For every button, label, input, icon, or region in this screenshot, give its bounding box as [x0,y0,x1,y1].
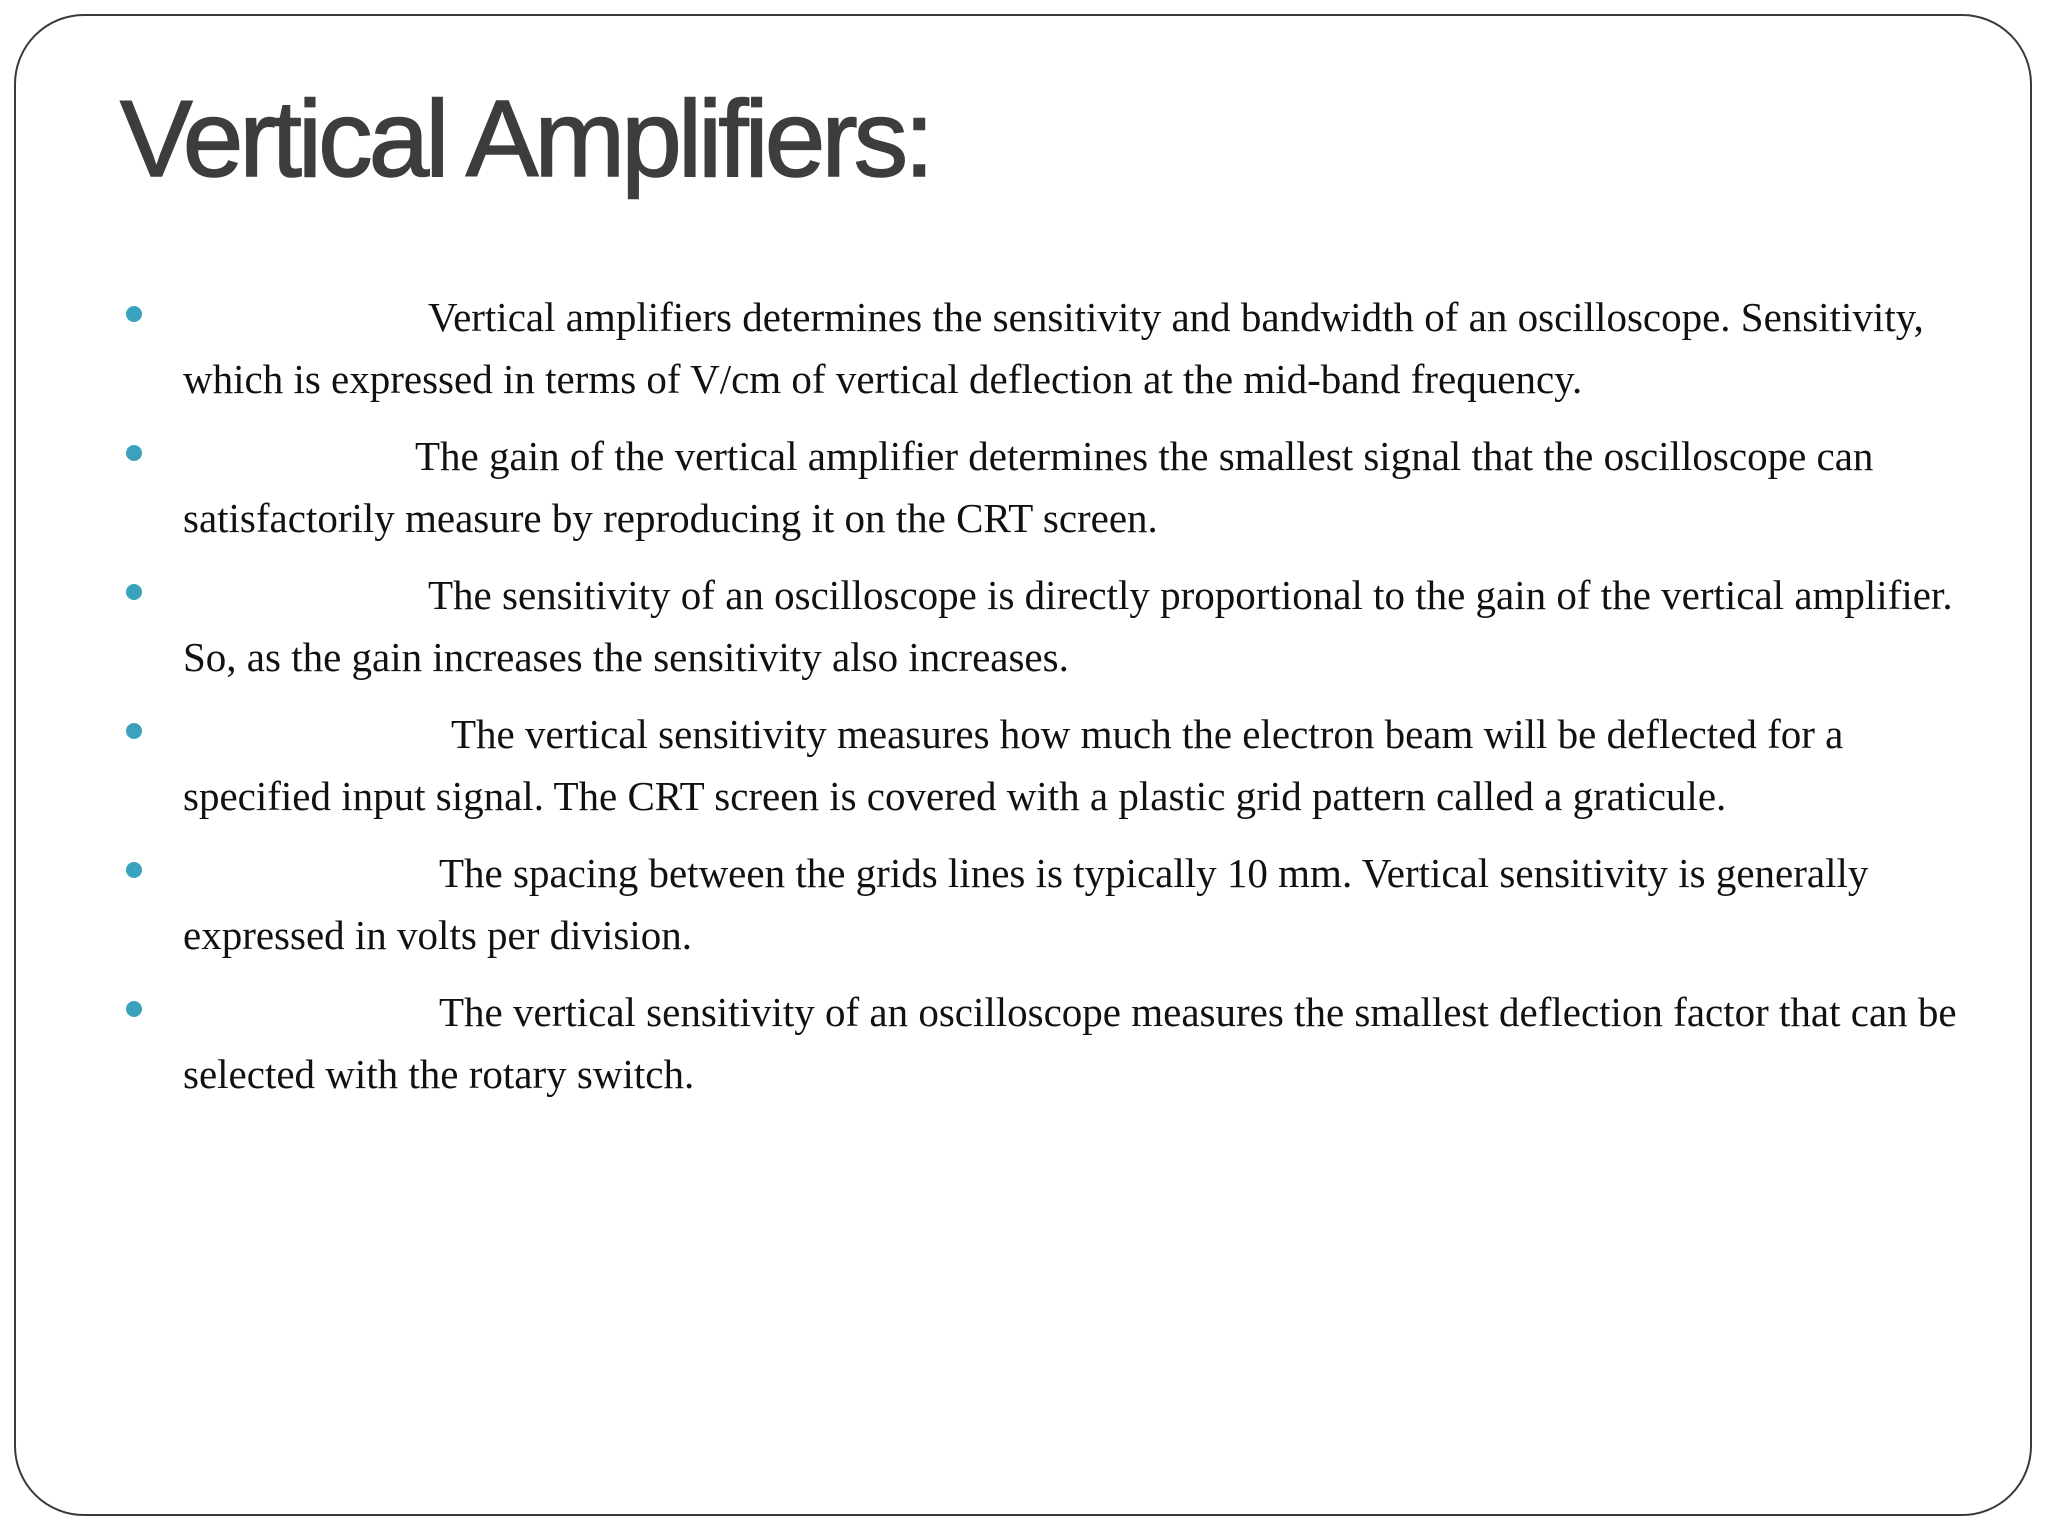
bullet-item [120,703,1960,827]
slide-title: Vertical Amplifiers: [120,78,931,200]
bullet-text: Vertical amplifiers determines the sensitivity and bandwidth of an oscilloscope. Sensitivity, which is expressed in terms of V/cm of vertical deflection at the mid-band frequency. [183,294,1935,402]
bullet-dot-icon [126,584,142,600]
bullet-item [120,425,1960,549]
bullet-dot-icon [126,306,142,322]
bullet-item [120,842,1960,966]
bullet-item [120,286,1960,410]
bullet-text: The vertical sensitivity of an oscilloscope measures the smallest deflection factor that can be selected with the rotary switch. [183,989,1978,1097]
bullet-item [120,981,1978,1105]
slide-frame [14,14,2032,1516]
bullet-dot-icon [126,1001,142,1017]
bullet-list [120,286,1978,1120]
bullet-dot-icon [126,862,142,878]
bullet-text: The spacing between the grids lines is typically 10 mm. Vertical sensitivity is generally expressed in volts per division. [183,850,1879,958]
bullet-item [120,564,1963,688]
bullet-text: The sensitivity of an oscilloscope is directly proportional to the gain of the vertical amplifier. So, as the gain increases the sensitivity also increases. [183,572,1963,680]
bullet-dot-icon [126,723,142,739]
bullet-dot-icon [126,445,142,461]
bullet-text: The gain of the vertical amplifier determines the smallest signal that the oscilloscope can satisfactorily measure by reproducing it on the CRT screen. [183,433,1884,541]
bullet-text: The vertical sensitivity measures how much the electron beam will be deflected for a specified input signal. The CRT screen is covered with a plastic grid pattern called a graticule. [183,711,1854,819]
